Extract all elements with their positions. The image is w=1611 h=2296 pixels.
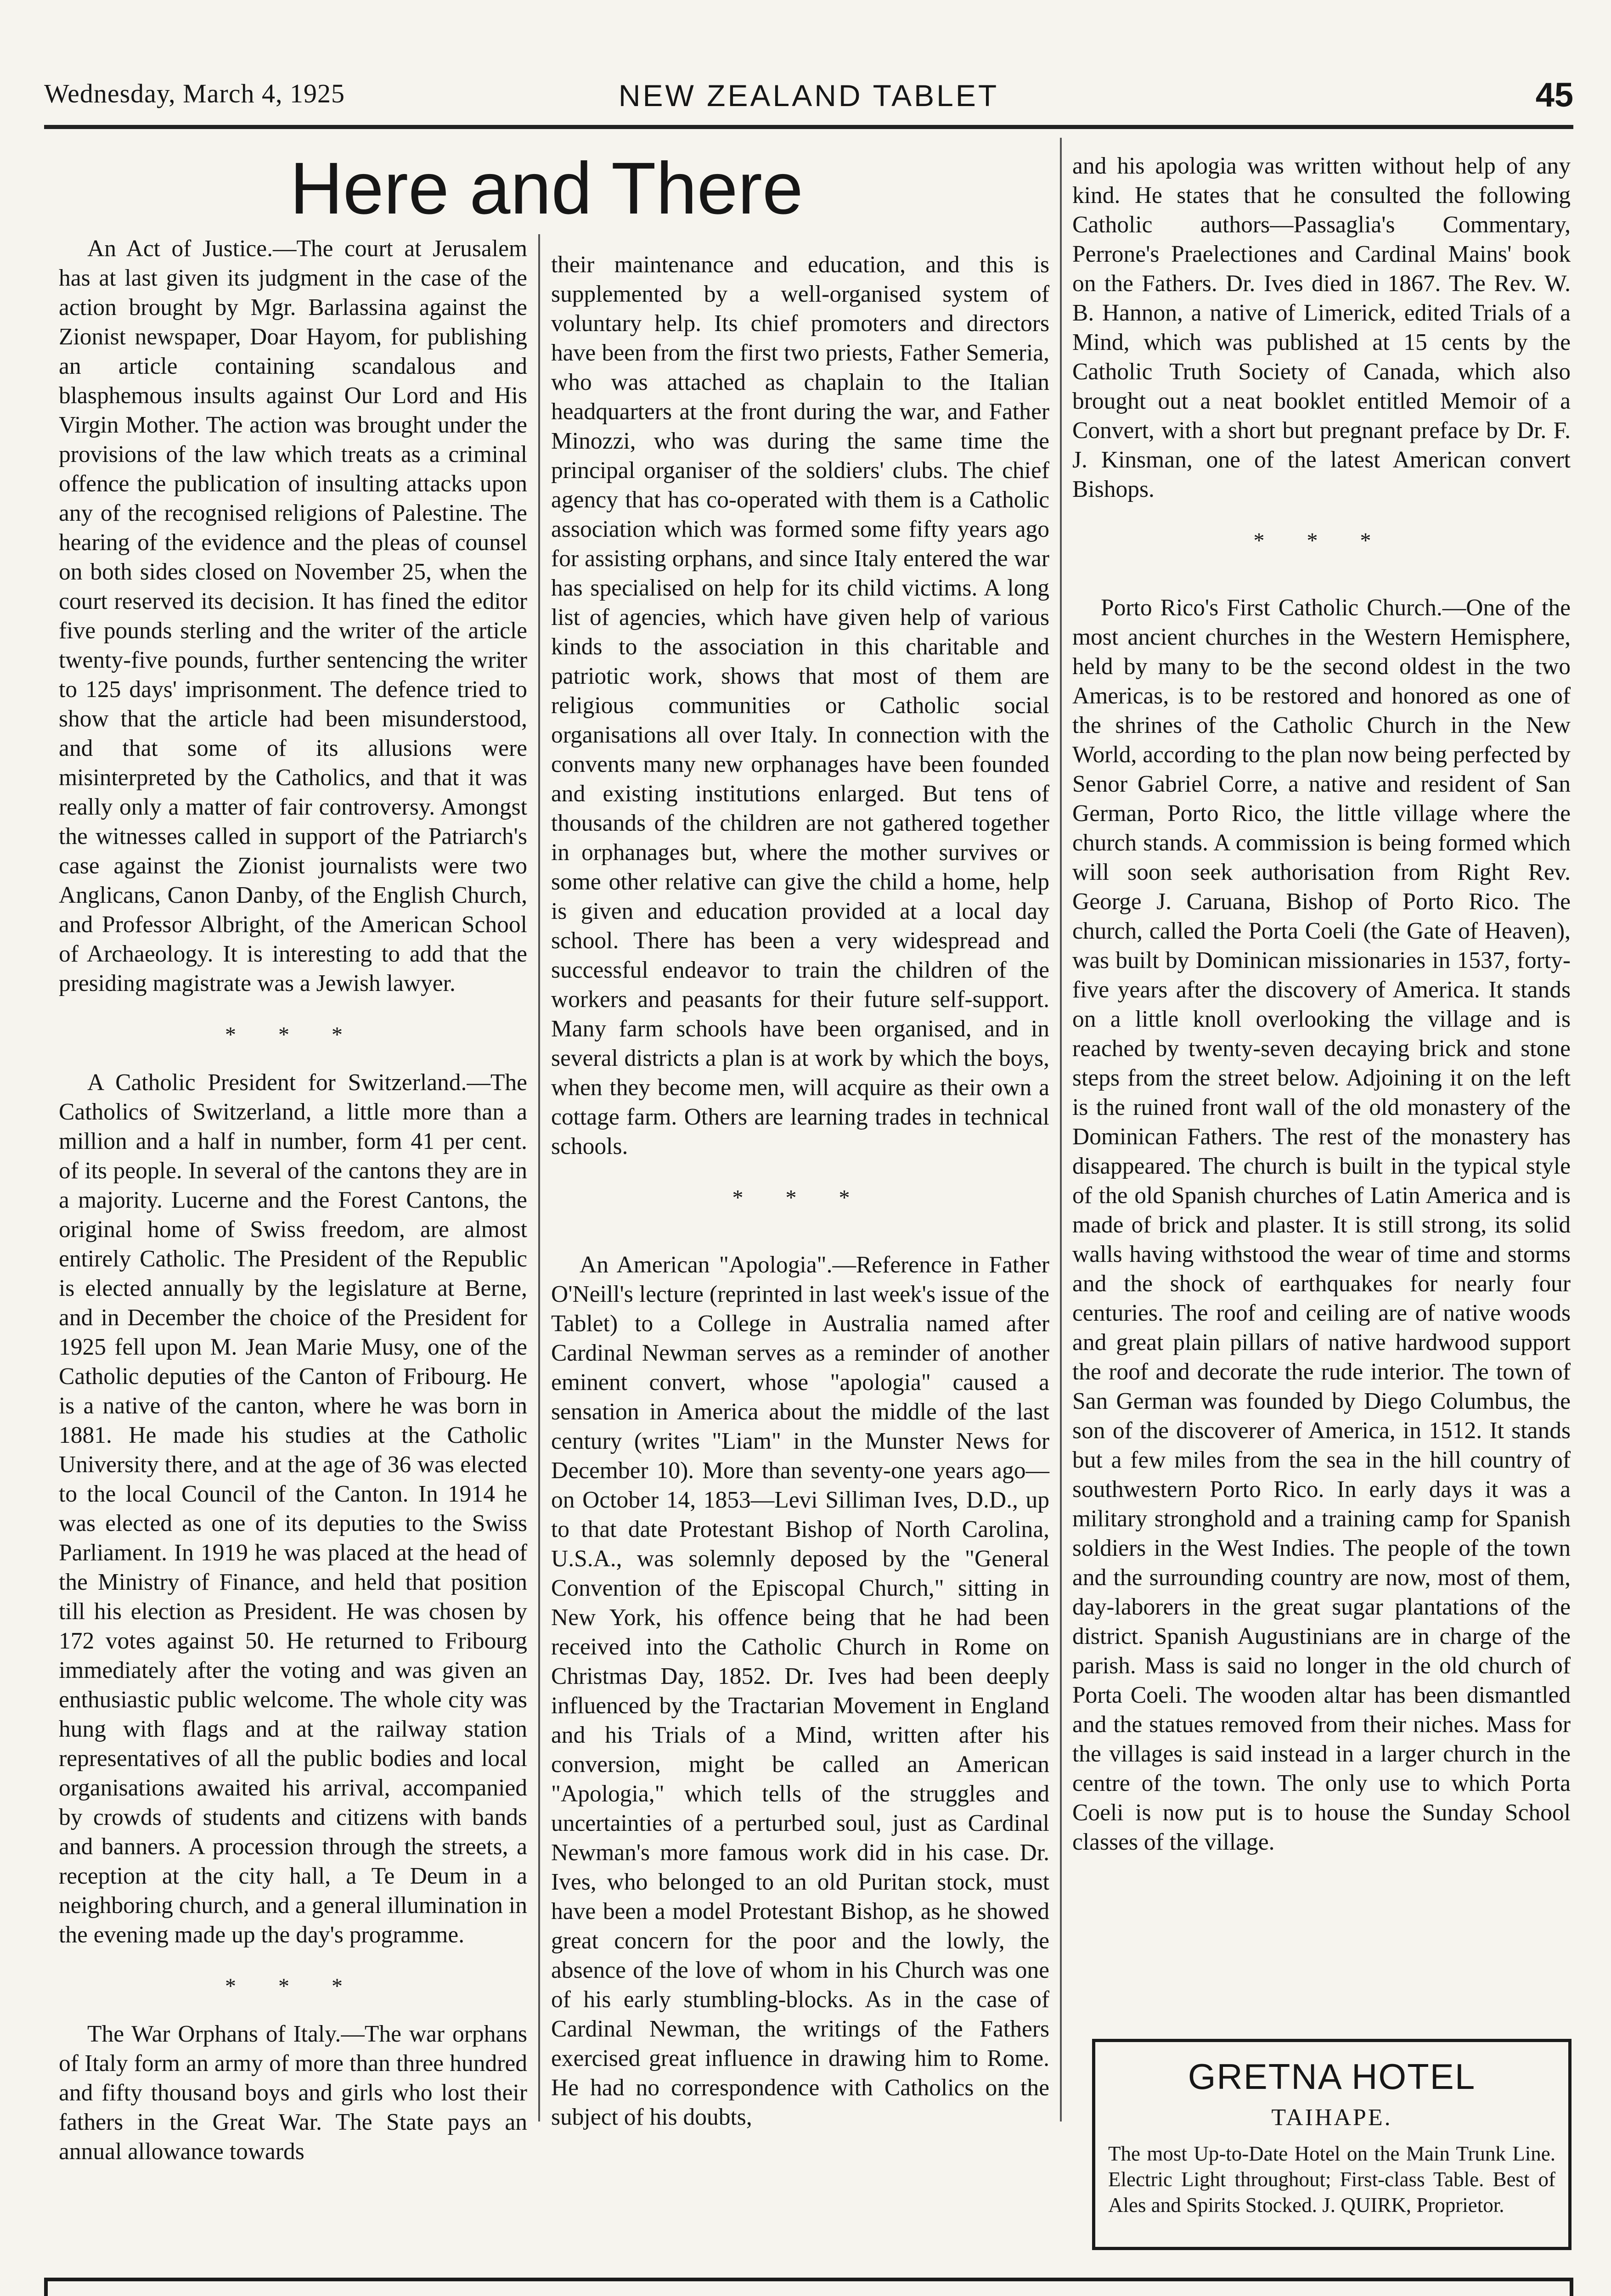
- column-1: [59, 234, 527, 2165]
- article-swiss-president: A Catholic President for Switzerland.—The Catholics of Switzerland, a little more than a million and a half in number, form 41 per cent. of its people. In several of the cantons they are in a majority. Lucerne and the Forest Cantons, the original home of Swiss freedom, are almost entirely Catholic. The President of the Republic is elected annually by the legislature at Berne, and in December the choice of the President for 1925 fell upon M. Jean Marie Musy, one of the Catholic deputies of the Canton of Fribourg. He is a native of the canton, where he was born in 1881. He made his studies at the Catholic University there, and at the age of 36 was elected to the local Council of the Canton. In 1914 he was elected as one of its deputies to the Swiss Parliament. In 1919 he was placed at the head of the Ministry of Finance, and held that position till his election as President. He was chosen by 172 votes against 50. He returned to Fribourg immediately after the voting and was given an enthusiastic public welcome. The whole city was hung with flags and at the railway station representatives of all the public bodies and local organisations awaited his arrival, accompanied by crowds of students and citizens with bands and banners. A procession through the streets, a reception at the city hall, a Te Deum in a neighboring church, and a general illumination in the evening made up the day's programme.: [59, 1069, 527, 1948]
- article-american-apologia-start: An American "Apologia".—Reference in Father O'Neill's lecture (reprinted in last week's issue of the Tablet) to a College in Australia named after Cardinal Newman serves as a reminder of another eminent convert, whose "apologia" caused a sensation in America about the middle of the last century (writes "Liam" in the Munster News for December 10). More than seventy-one years ago—on October 14, 1853—Levi Silliman Ives, D.D., up to that date Protestant Bishop of North Carolina, U.S.A., was solemnly deposed by the "General Convention of the Episcopal Church," sitting in New York, his offence being that he had been received into the Catholic Church in Rome on Christmas Day, 1852. Dr. Ives had been deeply influenced by the Tractarian Movement in England and his Trials of a Mind, written after his conversion, might be called an American "Apologia," which tells of the struggles and uncertainties of a perturbed soul, just as Cardinal Newman's more famous work did in his case. Dr. Ives, who belonged to an old Puritan stock, must have been a model Protestant Bishop, as he showed great concern for the poor and the lowly, the absence of the love of whom in his Church was one of his early stumbling-blocks. As in the case of Cardinal Newman, the writings of the Fathers exercised great influence in drawing him to Rome. He had no correspondence with Catholics on the subject of his doubts,: [551, 1252, 1049, 2130]
- page-title: Here and There: [290, 147, 803, 229]
- column-divider: [1060, 138, 1062, 2122]
- hotel-ad-text: The most Up-to-Date Hotel on the Main Trunk Line. Electric Light throughout; First-class Table. Best of Ales and Spirits Stocked. J. QUIRK, Proprietor.: [1108, 2142, 1555, 2217]
- article-porto-rico-church: Porto Rico's First Catholic Church.—One of the most ancient churches in the Western Hemisphere, held by many to be the second oldest in the two Americas, is to be restored and honored as one of the shrines of the Catholic Church in the New World, according to the plan now being perfected by Senor Gabriel Corre, a native and resident of San German, Porto Rico, the little village where the church stands. A commission is being formed which will soon seek authorisation from Right Rev. George J. Caruana, Bishop of Porto Rico. The church, called the Porta Coeli (the Gate of Heaven), was built by Dominican missionaries in 1537, forty-five years after the discovery of America. It stands on a little knoll overlooking the village and is reached by twenty-seven decaying brick and stone steps from the street below. Adjoining it on the left is the ruined front wall of the old monastery of the Dominican Fathers. The rest of the monastery has disappeared. The church is built in the typical style of the old Spanish churches of Latin America and is made of brick and plaster. It is still strong, its solid walls having withstood the wear of time and storms and the shock of earthquakes for nearly four centuries. The roof and ceiling are of native woods and great plain pillars of native hardwood support the roof and decorate the rude interior. The town of San German was founded by Diego Columbus, the son of the discoverer of America, in 1512. It stands but a few miles from the sea in the hill country of southwestern Porto Rico. In early days it was a military stronghold and a training camp for Spanish soldiers in the West Indies. The people of the town and the surrounding country are now, most of them, day-laborers in the great sugar plantations of the district. Spanish Augustinians are in charge of the parish. Mass is said no longer in the old church of Porta Coeli. The wooden altar has been dismantled and the statues removed from their niches. Mass for the villages is said instead in a larger church in the centre of the town. The only use to which Porta Coeli is now put is to house the Sunday School classes of the village.: [1072, 595, 1571, 1855]
- masthead-rule: [44, 125, 1573, 129]
- hotel-name: GRETNA HOTEL: [1188, 2056, 1476, 2097]
- article-american-apologia-cont: and his apologia was written without help of any kind. He states that he consulted the following Catholic authors—Passaglia's Commentary, Perrone's Praelectiones and Cardinal Mains' book on the Fathers. Dr. Ives died in 1867. The Rev. W. B. Hannon, a native of Limerick, edited Trials of a Mind, which was published at 15 cents by the Catholic Truth Society of Canada, which also brought out a neat booklet entitled Memoir of a Convert, with a short but pregnant preface by Dr. F. J. Kinsman, one of the latest American convert Bishops.: [1072, 153, 1571, 502]
- article-war-orphans-cont: their maintenance and education, and this is supplemented by a well-organised system of voluntary help. Its chief promoters and directors have been from the first two priests, Father Semeria, who was attached as chaplain to the Italian headquarters at the front during the war, and Father Minozzi, who was during the same time the principal organiser of the soldiers' clubs. The chief agency that has co-operated with them is a Catholic association which was formed some fifty years ago for assisting orphans, and since Italy entered the war has specialised on help for its child victims. A long list of agencies, which have given help of various kinds to the association in this charitable and patriotic work, shows that most of them are religious communities or Catholic social organisations all over Italy. In connection with the convents many new orphanages have been founded and existing institutions enlarged. But tens of thousands of the children are not gathered together in orphanages but, where the mother survives or some other relative can give the child a home, help is given and education provided at a local day school. There has been a very widespread and successful endeavor to train the children of the workers and peasants for their future self-support. Many farm schools have been organised, and in several districts a plan is at work by which the boys, when they become men, will acquire as their own a cottage farm. Others are learning trades in technical schools.: [551, 252, 1049, 1159]
- hotel-location: TAIHAPE.: [1271, 2105, 1392, 2131]
- article-separator: * * *: [225, 1974, 361, 1998]
- issue-date: Wednesday, March 4, 1925: [44, 79, 345, 108]
- masthead: [44, 69, 1573, 123]
- publication-name: NEW ZEALAND TABLET: [618, 79, 999, 113]
- article-act-of-justice: An Act of Justice.—The court at Jerusalem has at last given its judgment in the case of the action brought by Mgr. Barlassina against the Zionist newspaper, Doar Hayom, for publishing an article containing scandalous and blasphemous insults against Our Lord and His Virgin Mother. The action was brought under the provisions of the law which treats as a criminal offence the publication of insulting attacks upon any of the recognised religions of Palestine. The hearing of the evidence and the pleas of counsel on both sides closed on November 25, when the court reserved its decision. It has fined the editor five pounds sterling and the writer of the article twenty-five pounds, further sentencing the writer to 125 days' imprisonment. The defence tried to show that the article had been misunderstood, and that some of its allusions were misinterpreted by the Catholics, and that it was really only a matter of fair controversy. Amongst the witnesses called in support of the Patriarch's case against the Zionist journalists were two Anglicans, Canon Danby, of the English Church, and Professor Albright, of the American School of Archaeology. It is interesting to add that the presiding magistrate was a Jewish lawyer.: [59, 236, 527, 996]
- article-separator: * * *: [225, 1023, 361, 1047]
- column-divider: [538, 234, 540, 2122]
- orourke-advertisement: [44, 2278, 1573, 2296]
- article-separator: * * *: [1253, 529, 1390, 553]
- page-number: 45: [1535, 76, 1573, 114]
- column-2: [551, 250, 1049, 2130]
- article-war-orphans-start: The War Orphans of Italy.—The war orphans of Italy form an army of more than three hundred and fifty thousand boys and girls who lost their fathers in the Great War. The State pays an annual allowance towards: [59, 2021, 527, 2165]
- hotel-advertisement: [1092, 2039, 1572, 2250]
- article-separator: * * *: [732, 1186, 868, 1210]
- column-3: [1072, 152, 1571, 1855]
